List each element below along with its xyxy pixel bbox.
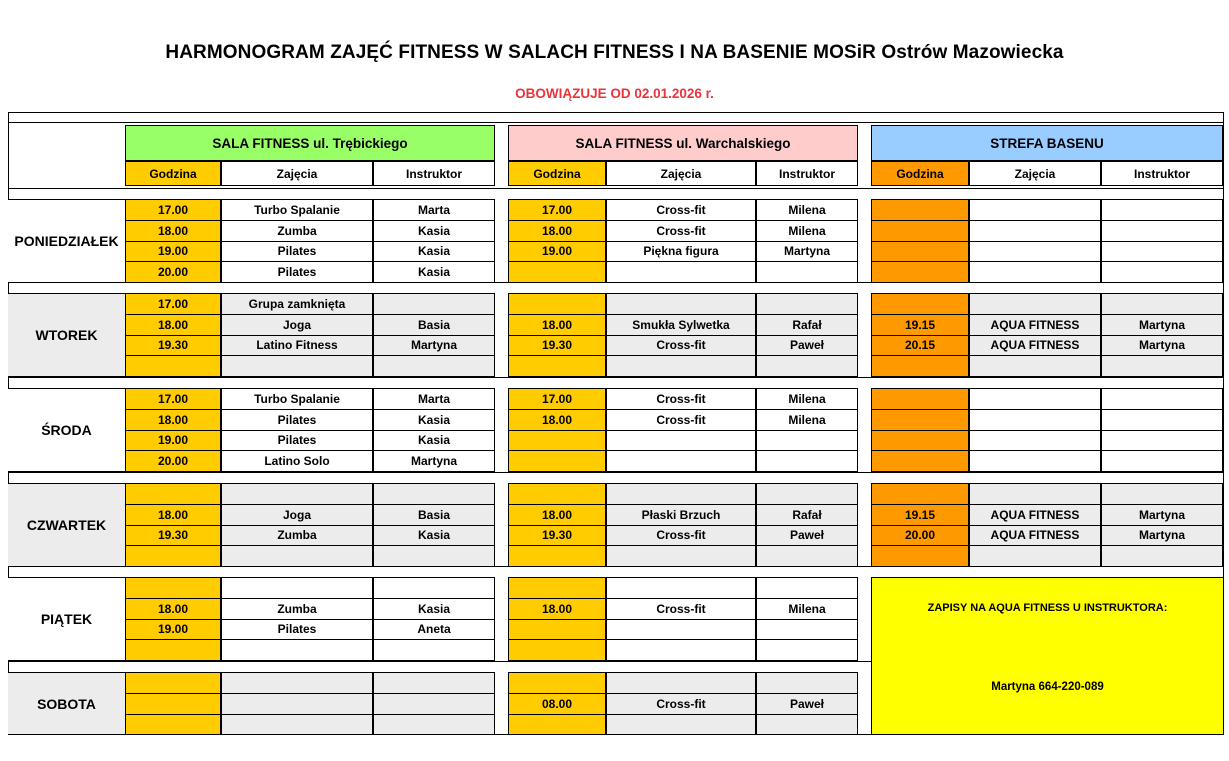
class-name: [221, 639, 373, 661]
class-name: Cross-fit: [606, 388, 756, 410]
class-time: 18.00: [508, 220, 606, 242]
section-header-2: SALA FITNESS ul. Warchalskiego: [508, 125, 858, 161]
column-header-class: Zajęcia: [969, 161, 1101, 186]
column-header-instructor: Instruktor: [1101, 161, 1223, 186]
class-name: Pilates: [221, 430, 373, 452]
class-name: Joga: [221, 504, 373, 526]
class-instructor: Martyna: [1101, 335, 1223, 357]
class-instructor: Rafał: [756, 504, 858, 526]
class-instructor: Kasia: [373, 241, 495, 263]
class-time: 18.00: [125, 409, 221, 431]
class-name: Cross-fit: [606, 335, 756, 357]
class-instructor: Marta: [373, 199, 495, 221]
class-time: [871, 450, 969, 472]
class-time: 19.30: [125, 525, 221, 547]
class-time: [871, 409, 969, 431]
class-instructor: [373, 545, 495, 567]
class-instructor: [1101, 388, 1223, 410]
class-name: [221, 693, 373, 715]
column-header-time: Godzina: [508, 161, 606, 186]
class-time: 17.00: [125, 388, 221, 410]
class-time: [871, 241, 969, 263]
aqua-signup-note: [871, 577, 1224, 735]
class-name: [969, 261, 1101, 283]
class-name: [606, 261, 756, 283]
class-time: [508, 714, 606, 736]
class-time: 18.00: [125, 314, 221, 336]
class-instructor: Milena: [756, 388, 858, 410]
class-instructor: Basia: [373, 314, 495, 336]
class-name: Cross-fit: [606, 693, 756, 715]
class-time: 17.00: [125, 293, 221, 315]
class-time: [508, 355, 606, 377]
class-name: Pilates: [221, 241, 373, 263]
class-name: [606, 672, 756, 694]
class-name: Piękna figura: [606, 241, 756, 263]
class-name: [221, 577, 373, 599]
class-name: [969, 293, 1101, 315]
section-header-3: STREFA BASENU: [871, 125, 1223, 161]
class-time: [871, 261, 969, 283]
class-name: [969, 430, 1101, 452]
class-instructor: Kasia: [373, 525, 495, 547]
aqua-signup-heading: ZAPISY NA AQUA FITNESS U INSTRUKTORA:: [927, 602, 1168, 614]
class-name: Latino Solo: [221, 450, 373, 472]
class-time: 20.15: [871, 335, 969, 357]
class-instructor: Martyna: [1101, 314, 1223, 336]
class-name: [221, 714, 373, 736]
class-time: [508, 293, 606, 315]
class-instructor: [1101, 545, 1223, 567]
class-name: Latino Fitness: [221, 335, 373, 357]
class-name: [969, 355, 1101, 377]
class-time: 18.00: [508, 598, 606, 620]
class-time: [508, 450, 606, 472]
day-label: WTOREK: [8, 293, 125, 377]
class-time: [125, 714, 221, 736]
class-instructor: [756, 293, 858, 315]
class-instructor: [373, 577, 495, 599]
class-instructor: Martyna: [373, 335, 495, 357]
class-instructor: [756, 714, 858, 736]
class-instructor: Martyna: [756, 241, 858, 263]
class-time: [508, 577, 606, 599]
class-name: [221, 672, 373, 694]
class-time: 19.30: [125, 335, 221, 357]
class-name: [606, 619, 756, 641]
class-instructor: Rafał: [756, 314, 858, 336]
class-name: [969, 409, 1101, 431]
class-instructor: Kasia: [373, 430, 495, 452]
class-instructor: [1101, 409, 1223, 431]
class-name: Cross-fit: [606, 220, 756, 242]
class-time: [125, 693, 221, 715]
class-instructor: [373, 639, 495, 661]
class-time: [871, 483, 969, 505]
class-name: Smukła Sylwetka: [606, 314, 756, 336]
class-time: 18.00: [508, 504, 606, 526]
class-instructor: Paweł: [756, 693, 858, 715]
class-name: [969, 220, 1101, 242]
class-instructor: Kasia: [373, 409, 495, 431]
class-instructor: [1101, 355, 1223, 377]
class-instructor: Milena: [756, 409, 858, 431]
separator-line: [8, 188, 1224, 189]
class-time: [871, 220, 969, 242]
class-instructor: [756, 261, 858, 283]
column-header-instructor: Instruktor: [373, 161, 495, 186]
class-instructor: [756, 577, 858, 599]
class-name: [606, 545, 756, 567]
class-instructor: [1101, 483, 1223, 505]
class-time: 08.00: [508, 693, 606, 715]
class-instructor: Paweł: [756, 335, 858, 357]
class-name: [606, 577, 756, 599]
class-name: Cross-fit: [606, 199, 756, 221]
class-name: AQUA FITNESS: [969, 525, 1101, 547]
class-name: Pilates: [221, 619, 373, 641]
class-name: [221, 483, 373, 505]
class-instructor: [373, 714, 495, 736]
class-time: [125, 483, 221, 505]
class-time: 18.00: [125, 504, 221, 526]
class-time: [871, 293, 969, 315]
class-name: AQUA FITNESS: [969, 504, 1101, 526]
class-time: [125, 355, 221, 377]
class-name: Zumba: [221, 598, 373, 620]
class-instructor: [756, 639, 858, 661]
column-header-time: Godzina: [871, 161, 969, 186]
section-header-1: SALA FITNESS ul. Trębickiego: [125, 125, 495, 161]
day-label: PIĄTEK: [8, 577, 125, 661]
class-name: [606, 355, 756, 377]
class-time: 19.00: [125, 430, 221, 452]
class-time: 17.00: [508, 388, 606, 410]
class-time: 20.00: [125, 450, 221, 472]
class-name: Grupa zamknięta: [221, 293, 373, 315]
class-time: [508, 483, 606, 505]
class-name: Joga: [221, 314, 373, 336]
class-instructor: [756, 430, 858, 452]
day-label: ŚRODA: [8, 388, 125, 472]
class-name: [606, 430, 756, 452]
class-time: 19.15: [871, 314, 969, 336]
class-name: [969, 483, 1101, 505]
class-time: [508, 430, 606, 452]
class-instructor: [1101, 241, 1223, 263]
class-time: [871, 199, 969, 221]
class-name: [969, 450, 1101, 472]
class-time: [871, 388, 969, 410]
class-time: [125, 577, 221, 599]
column-header-instructor: Instruktor: [756, 161, 858, 186]
class-time: [508, 639, 606, 661]
class-instructor: Milena: [756, 220, 858, 242]
class-instructor: [373, 483, 495, 505]
class-time: 19.30: [508, 525, 606, 547]
class-instructor: [756, 619, 858, 641]
class-name: Pilates: [221, 409, 373, 431]
class-instructor: Kasia: [373, 261, 495, 283]
class-name: [606, 293, 756, 315]
class-name: [969, 199, 1101, 221]
class-time: 17.00: [508, 199, 606, 221]
class-instructor: Kasia: [373, 598, 495, 620]
class-time: 19.00: [125, 619, 221, 641]
class-name: [969, 241, 1101, 263]
class-instructor: [1101, 430, 1223, 452]
day-label: CZWARTEK: [8, 483, 125, 567]
class-name: [969, 545, 1101, 567]
class-instructor: Martyna: [1101, 525, 1223, 547]
class-instructor: [756, 450, 858, 472]
class-name: Turbo Spalanie: [221, 388, 373, 410]
class-name: [606, 714, 756, 736]
class-instructor: [1101, 293, 1223, 315]
class-name: Zumba: [221, 220, 373, 242]
class-instructor: Kasia: [373, 220, 495, 242]
class-name: AQUA FITNESS: [969, 335, 1101, 357]
class-instructor: Basia: [373, 504, 495, 526]
class-time: [125, 672, 221, 694]
class-instructor: [756, 672, 858, 694]
class-instructor: Milena: [756, 598, 858, 620]
day-label: PONIEDZIAŁEK: [8, 199, 125, 283]
class-time: 19.00: [508, 241, 606, 263]
class-name: Pilates: [221, 261, 373, 283]
class-instructor: [1101, 450, 1223, 472]
class-instructor: [1101, 199, 1223, 221]
class-time: 18.00: [125, 598, 221, 620]
column-header-time: Godzina: [125, 161, 221, 186]
class-instructor: [1101, 261, 1223, 283]
class-name: Płaski Brzuch: [606, 504, 756, 526]
class-instructor: Paweł: [756, 525, 858, 547]
class-instructor: Milena: [756, 199, 858, 221]
column-header-class: Zajęcia: [221, 161, 373, 186]
class-time: 17.00: [125, 199, 221, 221]
class-time: [508, 545, 606, 567]
class-time: 20.00: [871, 525, 969, 547]
class-name: [221, 545, 373, 567]
class-name: [606, 639, 756, 661]
class-time: 20.00: [125, 261, 221, 283]
class-instructor: Martyna: [1101, 504, 1223, 526]
class-time: 18.00: [125, 220, 221, 242]
class-instructor: [756, 355, 858, 377]
class-time: [871, 430, 969, 452]
class-instructor: Aneta: [373, 619, 495, 641]
class-name: [969, 388, 1101, 410]
class-instructor: [1101, 220, 1223, 242]
class-time: 19.15: [871, 504, 969, 526]
class-name: Turbo Spalanie: [221, 199, 373, 221]
class-time: 19.00: [125, 241, 221, 263]
class-time: [508, 672, 606, 694]
class-time: [125, 639, 221, 661]
class-name: AQUA FITNESS: [969, 314, 1101, 336]
class-instructor: [756, 483, 858, 505]
class-time: 18.00: [508, 409, 606, 431]
class-time: [125, 545, 221, 567]
aqua-signup-contact: Martyna 664-220-089: [991, 681, 1104, 693]
class-time: [871, 545, 969, 567]
class-name: [606, 450, 756, 472]
class-instructor: [373, 693, 495, 715]
class-name: Zumba: [221, 525, 373, 547]
class-name: Cross-fit: [606, 525, 756, 547]
class-name: [606, 483, 756, 505]
day-label: SOBOTA: [8, 672, 125, 735]
class-time: 18.00: [508, 314, 606, 336]
class-instructor: [373, 293, 495, 315]
class-instructor: [756, 545, 858, 567]
page-title: HARMONOGRAM ZAJĘĆ FITNESS W SALACH FITNESS I NA BASENIE MOSiR Ostrów Mazowiecka: [165, 42, 1064, 63]
class-name: Cross-fit: [606, 598, 756, 620]
class-instructor: [373, 672, 495, 694]
class-instructor: Martyna: [373, 450, 495, 472]
class-time: 19.30: [508, 335, 606, 357]
class-instructor: Marta: [373, 388, 495, 410]
column-header-class: Zajęcia: [606, 161, 756, 186]
class-time: [871, 355, 969, 377]
separator-line: [8, 122, 1224, 123]
class-instructor: [373, 355, 495, 377]
class-time: [508, 619, 606, 641]
class-name: Cross-fit: [606, 409, 756, 431]
valid-from-subtitle: OBOWIĄZUJE OD 02.01.2026 r.: [515, 86, 714, 101]
class-time: [508, 261, 606, 283]
class-name: [221, 355, 373, 377]
